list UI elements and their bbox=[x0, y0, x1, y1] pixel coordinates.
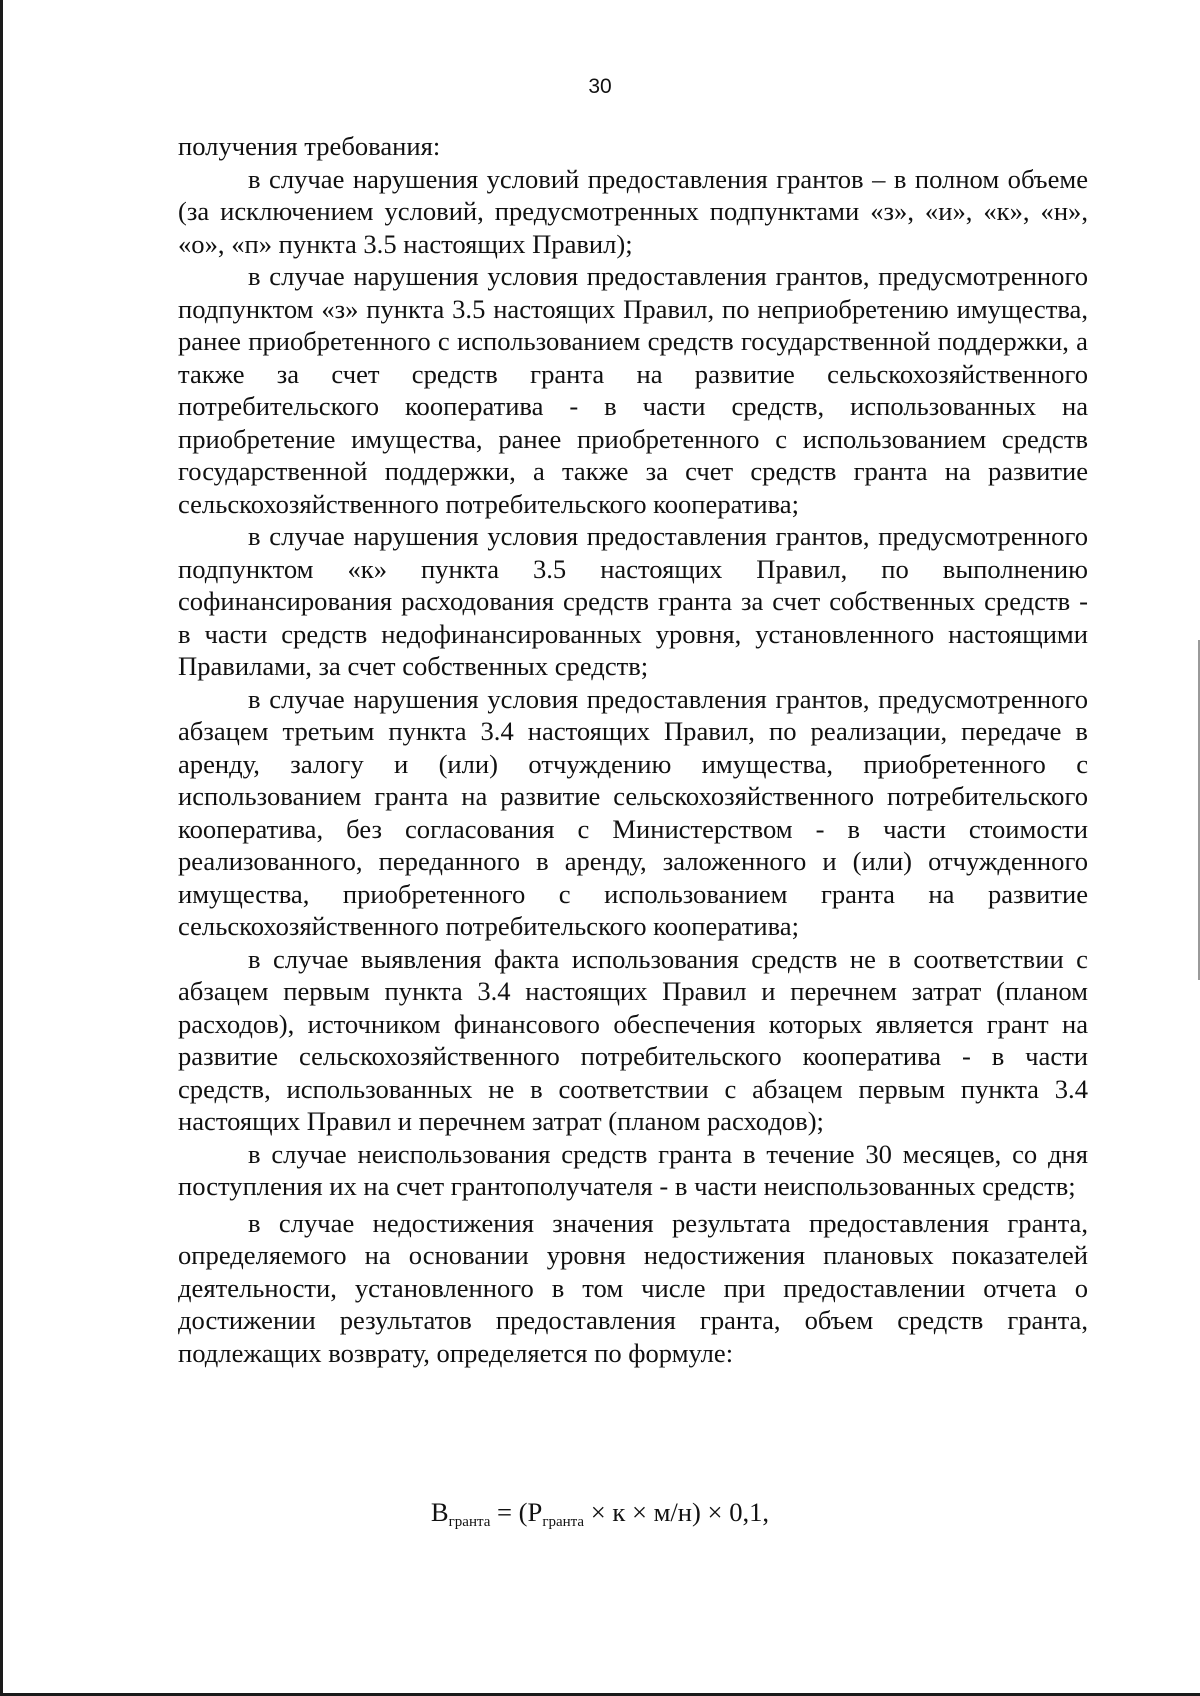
formula-v-symbol: В bbox=[430, 1497, 449, 1527]
formula-p-subscript: гранта bbox=[542, 1514, 585, 1530]
paragraph-result-not-achieved: в случае недостижения значения результата предоставления гранта, определяемого на основании уровня недостижения плановых показателей деятельности, установленного в том числе при предоставлении отчета о достижении результатов предоставления гранта, объем средств гранта, подлежащих возврату, определяется по формуле: bbox=[178, 1207, 1088, 1368]
paragraph-subpoint-z: в случае нарушения условия предоставления грантов, предусмотренного подпунктом «з» пункта 3.5 настоящих Правил, по неприобретению имущества, ранее приобретенного с использованием средств государственной поддержки, а также за счет средств гранта на развитие сельскохозяйственного потребительского кооператива - в части средств, использованных на приобретение имущества, ранее приобретенного с использованием средств государственной поддержки, а также за счет средств гранта на развитие сельскохозяйственного потребительского кооператива; bbox=[178, 261, 1088, 519]
formula-v-subscript: гранта bbox=[448, 1514, 491, 1530]
formula-tail: × к × м/н) × 0,1, bbox=[584, 1497, 770, 1527]
formula-p-symbol: Р bbox=[527, 1497, 543, 1527]
paragraph-point-3-4-first: в случае выявления факта использования средств не в соответствии с абзацем первым пункта 3.4 настоящих Правил и перечнем затрат (планом расходов), источником финансового обеспечения которых является грант на развитие сельскохозяйственного потребительского кооператива - в части средств, использованных не в соответствии с абзацем первым пункта 3.4 настоящих Правил и перечнем затрат (планом расходов); bbox=[178, 943, 1088, 1136]
paragraph-full-violation: в случае нарушения условий предоставления грантов – в полном объеме (за исключением условий, предусмотренных подпунктами «з», «и», «к», «н», «о», «п» пункта 3.5 настоящих Правил); bbox=[178, 163, 1088, 259]
refund-formula bbox=[0, 1495, 1200, 1529]
paragraph-subpoint-k: в случае нарушения условия предоставления грантов, предусмотренного подпунктом «к» пункта 3.5 настоящих Правил, по выполнению софинансирования расходования средств гранта за счет собственных средств - в части средств недофинансированных уровня, установленного настоящими Правилами, за счет собственных средств; bbox=[178, 521, 1088, 681]
document-body bbox=[178, 130, 1088, 1369]
paragraph-unused-funds: в случае неиспользования средств гранта в течение 30 месяцев, со дня поступления их на счет грантополучателя - в части неиспользованных средств; bbox=[178, 1138, 1088, 1201]
scan-edge-left bbox=[0, 0, 3, 1696]
page-number: 30 bbox=[588, 75, 612, 98]
paragraph-continuation: получения требования: bbox=[178, 131, 441, 161]
paragraph-point-3-4-third: в случае нарушения условия предоставления грантов, предусмотренного абзацем третьим пункта 3.4 настоящих Правил, по реализации, передаче в аренду, залогу и (или) отчуждению имущества, приобретенного с использованием гранта на развитие сельскохозяйственного потребительского кооператива, без согласования с Министерством - в части стоимости реализованного, переданного в аренду, заложенного и (или) отчужденного имущества, приобретенного с использованием гранта на развитие сельскохозяйственного потребительского кооператива; bbox=[178, 683, 1088, 941]
formula-equals-open: = ( bbox=[490, 1497, 528, 1527]
